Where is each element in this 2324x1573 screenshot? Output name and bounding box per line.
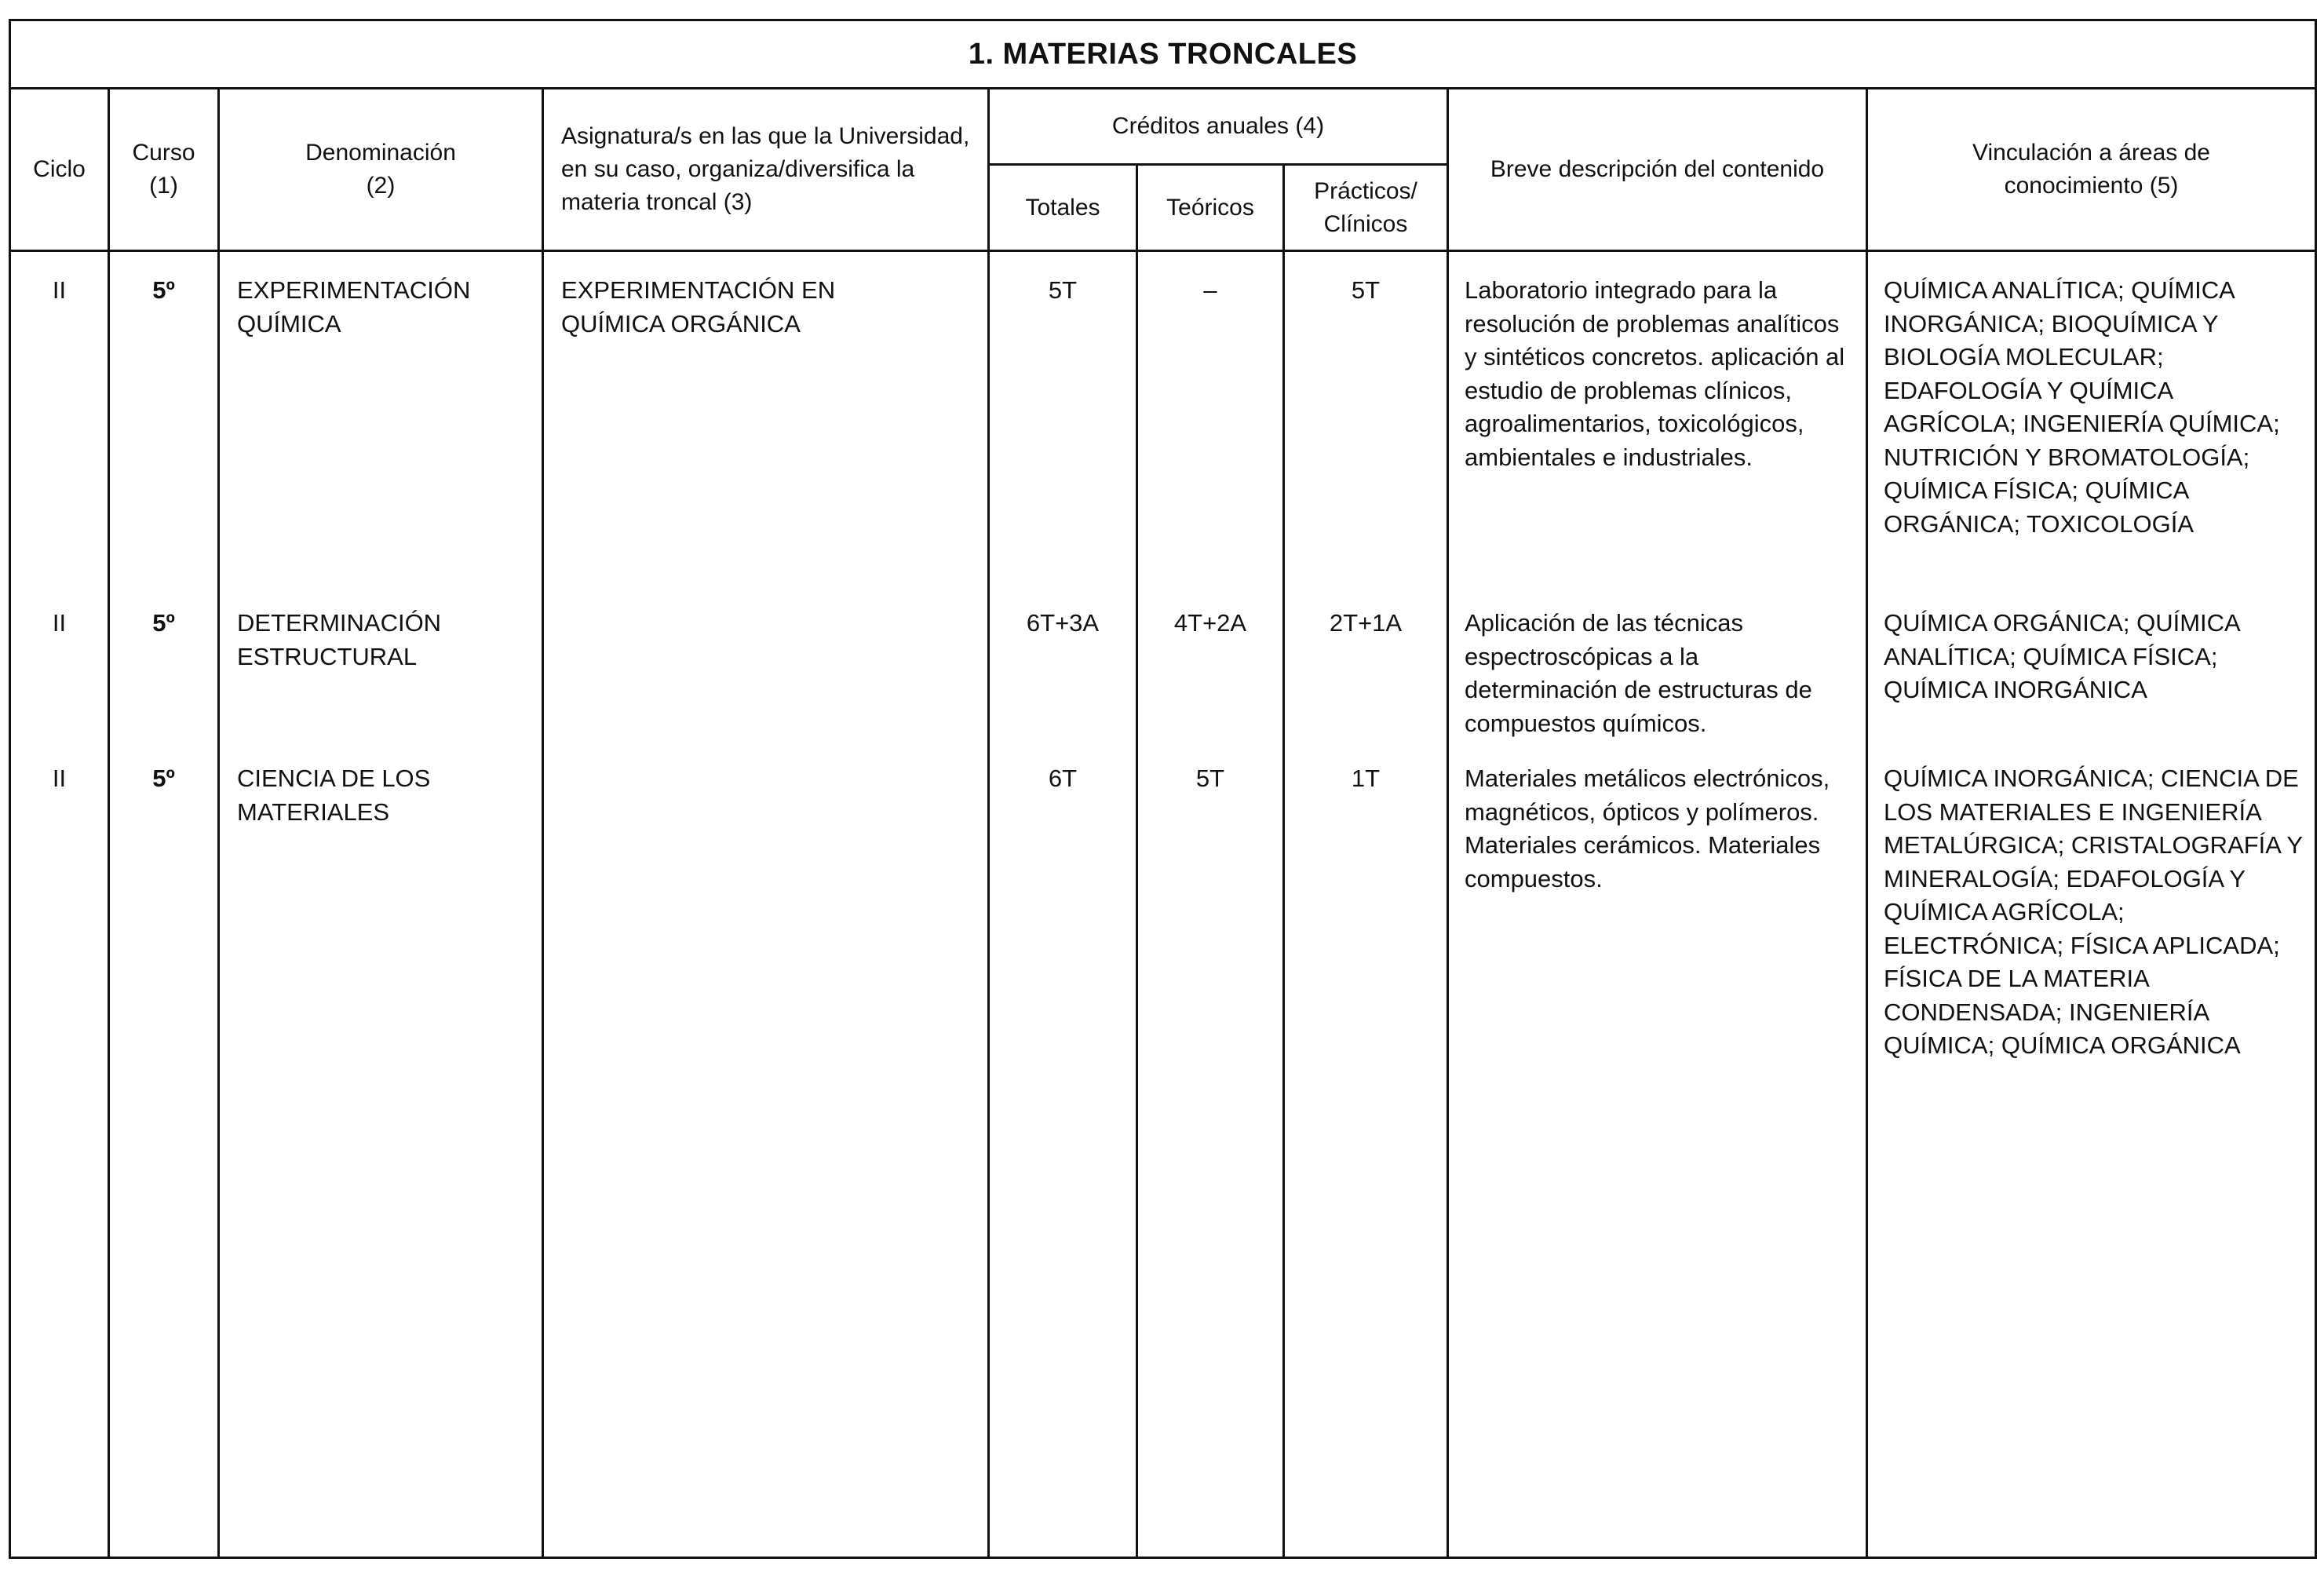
header-asignatura: [543, 89, 989, 251]
row-3-ciclo: II: [52, 765, 67, 792]
row-1-ciclo: II: [52, 276, 67, 304]
header-curso-label: Curso: [132, 140, 195, 166]
row-2-descripcion: Aplicación de las técnicas espectroscópicas a la determinación de estructuras de compuestos químicos.: [1465, 609, 1812, 737]
table-title: 1. MATERIAS TRONCALES: [10, 20, 2316, 89]
header-teoricos-label: Teóricos: [1166, 194, 1254, 221]
column-descripcion: [1448, 251, 1867, 1558]
column-practicos: [1284, 251, 1448, 1558]
header-curso: [109, 89, 219, 251]
header-totales-label: Totales: [1025, 194, 1100, 221]
row-2-practicos: 2T+1A: [1329, 609, 1403, 637]
row-3-asignatura: [544, 751, 987, 762]
row-2-denominacion: DETERMINACIÓN ESTRUCTURAL: [237, 609, 442, 670]
row-3-teoricos: 5T: [1195, 765, 1225, 792]
row-2-ciclo: II: [52, 609, 67, 637]
row-1-curso: 5º: [152, 276, 175, 304]
row-2-vinculacion: QUÍMICA ORGÁNICA; QUÍMICA ANALÍTICA; QUÍMICA FÍSICA; QUÍMICA INORGÁNICA: [1884, 609, 2239, 703]
row-3-descripcion: Materiales metálicos electrónicos, magnéticos, ópticos y polímeros. Materiales cerámicos. Materiales compuestos.: [1465, 765, 1830, 892]
column-asignatura: [543, 251, 989, 1558]
troncales-table: [9, 19, 2317, 1559]
header-totales: [989, 165, 1137, 251]
header-vinculacion: [1867, 89, 2316, 251]
header-teoricos: [1137, 165, 1284, 251]
row-3-denominacion: CIENCIA DE LOS MATERIALES: [237, 765, 431, 826]
row-3-vinculacion: QUÍMICA INORGÁNICA; CIENCIA DE LOS MATERIALES E INGENIERÍA METALÚRGICA; CRISTALOGRAFÍA Y MINERALOGÍA; EDAFOLOGÍA Y QUÍMICA AGRÍCOLA; ELECTRÓNICA; FÍSICA APLICADA; FÍSICA DE LA MATERIA CONDENSADA; INGENIERÍA QUÍMICA; QUÍMICA ORGÁNICA: [1884, 765, 2303, 1059]
header-ciclo: [10, 89, 109, 251]
row-2-asignatura: [544, 585, 987, 751]
header-denominacion-note: (2): [366, 173, 396, 199]
row-3-totales: 6T: [1048, 765, 1078, 792]
row-1-denominacion: EXPERIMENTACIÓN QUÍMICA: [237, 276, 471, 338]
row-1-totales: 5T: [1048, 276, 1078, 304]
row-3-practicos: 1T: [1351, 765, 1381, 792]
header-curso-note: (1): [149, 173, 178, 199]
row-1-asignatura: EXPERIMENTACIÓN EN QUÍMICA ORGÁNICA: [561, 276, 836, 338]
column-teoricos: [1137, 251, 1284, 1558]
header-descripcion: [1448, 89, 1867, 251]
header-vinculacion-label: Vinculación a áreas de conocimiento (5): [1972, 140, 2210, 199]
header-creditos-label: Créditos anuales (4): [1111, 113, 1325, 139]
column-vinculacion: [1867, 251, 2316, 1558]
header-practicos: [1284, 165, 1448, 251]
header-denominacion: [219, 89, 543, 251]
header-creditos: [989, 89, 1448, 165]
row-1-descripcion: Laboratorio integrado para la resolución de problemas analíticos y sintéticos concretos. aplicación al estudio de problemas clínicos, agroalimentarios, toxicológicos, ambientales e industriales.: [1465, 276, 1845, 471]
header-ciclo-label: Ciclo: [33, 156, 86, 182]
header-denominacion-label: Denominación: [305, 140, 456, 166]
column-curso: [109, 251, 219, 1558]
row-2-teoricos: 4T+2A: [1173, 609, 1247, 637]
header-descripcion-label: Breve descripción del contenido: [1490, 156, 1825, 182]
row-2-curso: 5º: [152, 609, 175, 637]
row-1-practicos: 5T: [1351, 276, 1381, 304]
column-totales: [989, 251, 1137, 1558]
column-ciclo: [10, 251, 109, 1558]
row-1-teoricos: –: [1203, 276, 1217, 304]
column-denominacion: [219, 251, 543, 1558]
header-practicos-label: Prácticos/ Clínicos: [1314, 177, 1417, 237]
row-3-curso: 5º: [152, 765, 175, 792]
row-1-vinculacion: QUÍMICA ANALÍTICA; QUÍMICA INORGÁNICA; BIOQUÍMICA Y BIOLOGÍA MOLECULAR; EDAFOLOGÍA Y QUÍMICA AGRÍCOLA; INGENIERÍA QUÍMICA; NUTRICIÓN Y BROMATOLOGÍA; QUÍMICA FÍSICA; QUÍMICA ORGÁNICA; TOXICOLOGÍA: [1884, 276, 2280, 538]
header-asignatura-label: Asignatura/s en las que la Universidad, en su caso, organiza/diversifica la materia troncal (3): [561, 123, 970, 215]
row-2-totales: 6T+3A: [1026, 609, 1100, 637]
